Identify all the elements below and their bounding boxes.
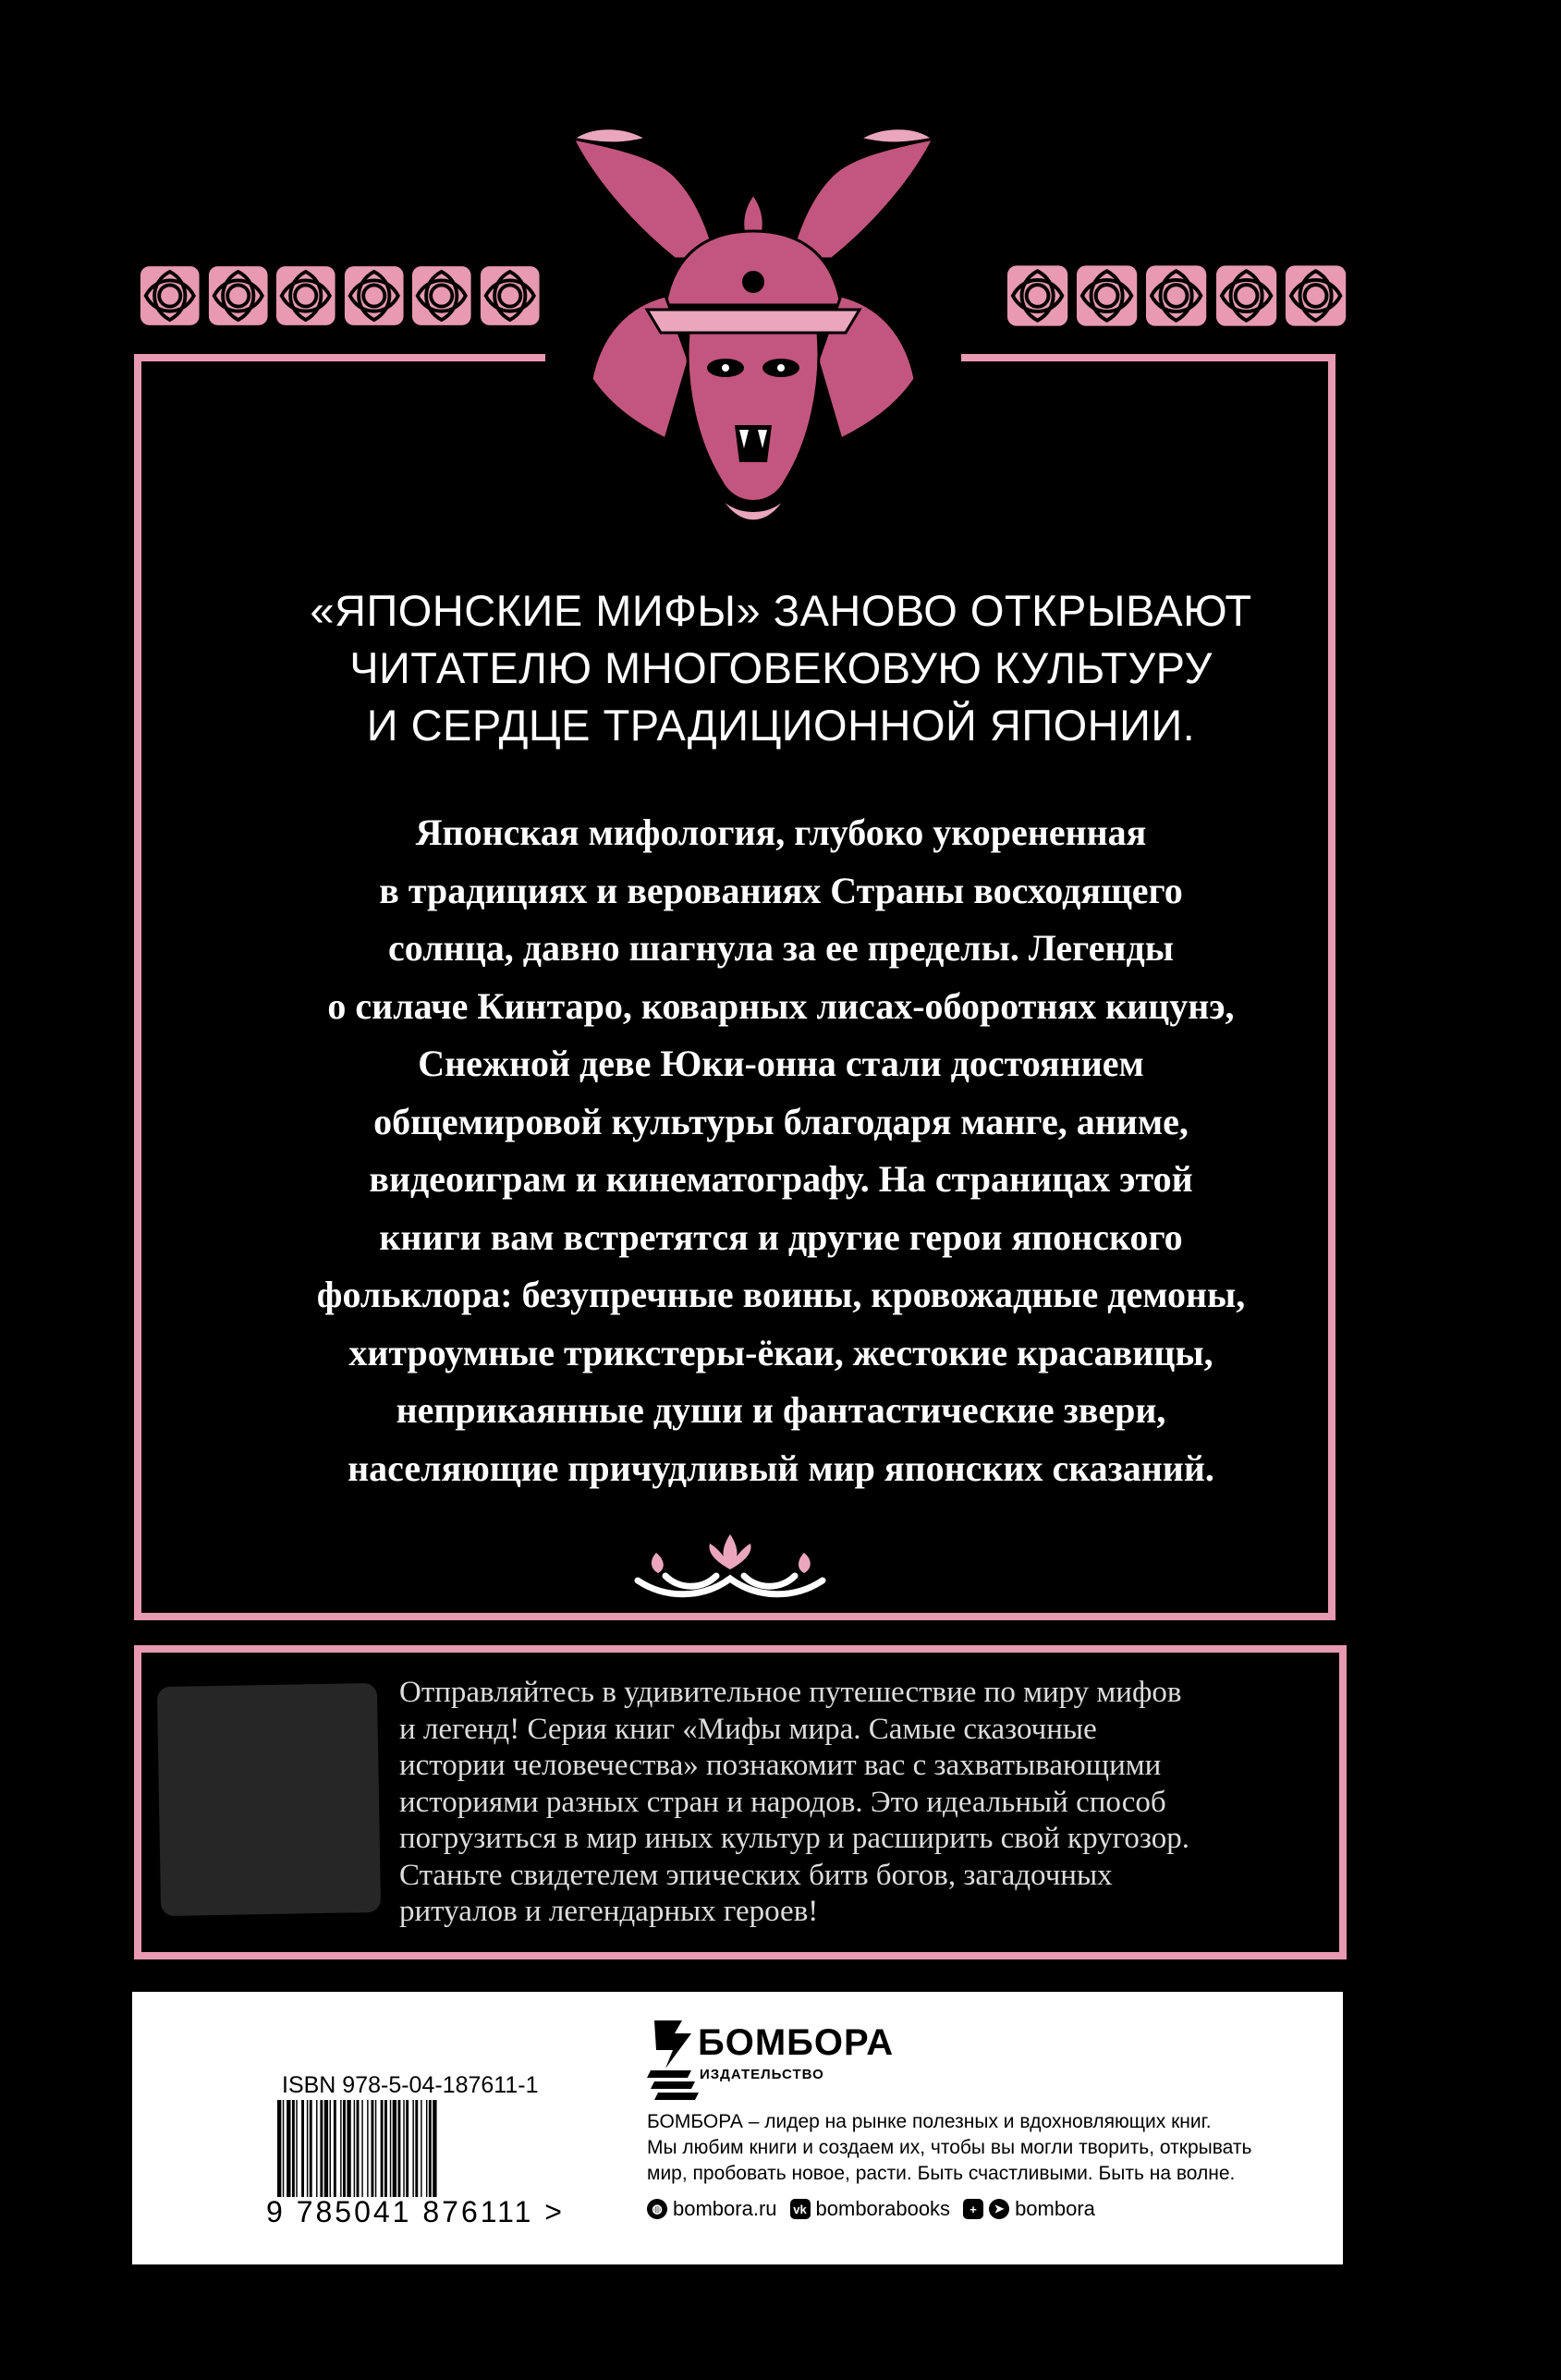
celtic-knot-icon xyxy=(343,263,406,328)
celtic-knot-icon xyxy=(274,263,337,328)
barcode-bar xyxy=(433,2100,436,2197)
barcode-bar xyxy=(277,2100,281,2197)
link-text: bombora.ru xyxy=(673,2197,777,2220)
barcode-bar xyxy=(296,2100,297,2197)
celtic-knot-icon xyxy=(207,263,270,328)
series-description xyxy=(399,1675,1323,1931)
barcode-bar xyxy=(403,2100,404,2197)
celtic-knot-icon xyxy=(479,263,542,328)
publisher-subtitle: ИЗДАТЕЛЬСТВО xyxy=(700,2067,824,2082)
barcode-bar xyxy=(292,2100,295,2197)
series-line: и легенд! Серия книг «Мифы мира. Самые сказочные xyxy=(399,1712,1097,1746)
description-line: общемировой культуры благодаря манге, аниме, xyxy=(373,1100,1189,1142)
lotus-flourish-icon xyxy=(628,1525,832,1608)
barcode xyxy=(277,2100,562,2197)
publisher-line: мир, пробовать новое, расти. Быть счастливыми. Быть на волне. xyxy=(647,2163,1236,2184)
description-line: неприкаянные души и фантастические звери, xyxy=(396,1389,1166,1431)
celtic-knot-icon xyxy=(139,263,201,328)
barcode-bar xyxy=(390,2100,391,2197)
barcode-bar xyxy=(415,2100,418,2197)
barcode-bar xyxy=(357,2100,360,2197)
series-thumbnail xyxy=(157,1683,381,1916)
barcode-bar xyxy=(372,2100,374,2197)
publisher-links xyxy=(647,2194,1095,2224)
series-line: истории человечества» познакомит вас с захватывающими xyxy=(399,1749,1162,1782)
barcode-bar xyxy=(354,2100,355,2197)
headline xyxy=(185,582,1377,754)
samurai-mask-icon xyxy=(536,120,970,545)
barcode-bar xyxy=(381,2100,384,2197)
celtic-knot-icon xyxy=(1284,263,1348,328)
publisher-line: Мы любим книги и создаем их, чтобы вы могли творить, открывать xyxy=(647,2137,1252,2158)
barcode-bar xyxy=(393,2100,396,2197)
barcode-bar xyxy=(426,2100,427,2197)
link-telegram[interactable] xyxy=(963,2197,1095,2221)
barcode-bar xyxy=(375,2100,376,2197)
link-vk[interactable] xyxy=(790,2197,951,2221)
barcode-bar xyxy=(398,2100,401,2197)
barcode-bar xyxy=(320,2100,323,2197)
description-line: хитроумные трикстеры-ёкаи, жестокие красавицы, xyxy=(348,1331,1213,1373)
series-line: погрузиться в мир иных культур и расширить свой кругозор. xyxy=(399,1822,1189,1855)
barcode-bar xyxy=(307,2100,308,2197)
celtic-knot-icon xyxy=(410,263,473,328)
description xyxy=(176,804,1386,1497)
barcode-bar xyxy=(384,2100,387,2197)
publisher-line: БОМБОРА – лидер на рынке полезных и вдохновляющих книг. xyxy=(647,2111,1212,2132)
link-text: bombora xyxy=(1015,2197,1095,2220)
barcode-bar xyxy=(301,2100,304,2197)
celtic-knot-icon xyxy=(1006,263,1069,328)
barcode-bar xyxy=(330,2100,331,2197)
barcode-bar xyxy=(361,2100,362,2197)
description-line: в традициях и верованиях Страны восходящего xyxy=(379,869,1183,911)
publisher-description xyxy=(647,2109,1331,2187)
headline-line: «ЯПОНСКИЕ МИФЫ» ЗАНОВО ОТКРЫВАЮТ xyxy=(310,586,1252,635)
series-line: историями разных стран и народов. Это идеальный способ xyxy=(399,1785,1166,1819)
description-line: Японская мифология, глубоко укорененная xyxy=(415,812,1147,853)
barcode-bar xyxy=(412,2100,413,2197)
barcode-bar xyxy=(406,2100,409,2197)
description-line: о силаче Кинтаро, коварных лисах-оборотнях кицунэ, xyxy=(327,984,1235,1027)
barcode-bar xyxy=(310,2100,312,2197)
description-line: видеоиграм и кинематографу. На страницах этой xyxy=(369,1158,1193,1200)
globe-icon: ◍ xyxy=(647,2199,667,2219)
barcode-bar xyxy=(347,2100,350,2197)
barcode-bar xyxy=(287,2100,290,2197)
barcode-bar xyxy=(334,2100,336,2197)
description-line: книги вам встретятся и другие герои японского xyxy=(379,1215,1183,1258)
headline-line: ЧИТАТЕЛЮ МНОГОВЕКОВУЮ КУЛЬТУРУ xyxy=(349,643,1213,692)
publisher-name: БОМБОРА xyxy=(698,2022,895,2063)
series-line: ритуалов и легендарных героев! xyxy=(399,1895,819,1928)
barcode-bar xyxy=(429,2100,432,2197)
barcode-bar xyxy=(316,2100,317,2197)
ornament-band-left xyxy=(139,263,541,328)
celtic-knot-icon xyxy=(1075,263,1139,328)
headline-line: И СЕРДЦЕ ТРАДИЦИОННОЙ ЯПОНИИ. xyxy=(366,701,1196,750)
link-text: bomborabooks xyxy=(815,2197,951,2220)
barcode-bar xyxy=(343,2100,346,2197)
description-line: фольклора: безупречные воины, кровожадные демоны, xyxy=(316,1274,1246,1315)
description-line: солнца, давно шагнула за ее пределы. Легенды xyxy=(387,927,1175,969)
link-website[interactable] xyxy=(647,2197,777,2221)
series-line: Отправляйтесь в удивительное путешествие по миру мифов xyxy=(399,1676,1182,1709)
celtic-knot-icon xyxy=(1144,263,1208,328)
vk-icon: vk xyxy=(790,2199,811,2219)
barcode-digits: 9 785041 876111 > xyxy=(266,2195,565,2228)
barcode-bar xyxy=(340,2100,341,2197)
barcode-bar xyxy=(324,2100,328,2197)
telegram-icon: ➤ xyxy=(989,2199,1009,2219)
description-line: Снежной деве Юки-онна стали достоянием xyxy=(418,1043,1144,1084)
barcode-bar xyxy=(367,2100,368,2197)
description-line: населяющие причудливый мир японских сказаний. xyxy=(348,1446,1214,1489)
barcode-bar xyxy=(283,2100,284,2197)
celtic-knot-icon xyxy=(1214,263,1278,328)
series-line: Станьте свидетелем эпических битв богов, загадочных xyxy=(399,1858,1113,1892)
plus-icon: + xyxy=(963,2199,983,2219)
ornament-band-right xyxy=(1006,263,1348,328)
isbn-label: ISBN 978-5-04-187611-1 xyxy=(282,2072,539,2098)
